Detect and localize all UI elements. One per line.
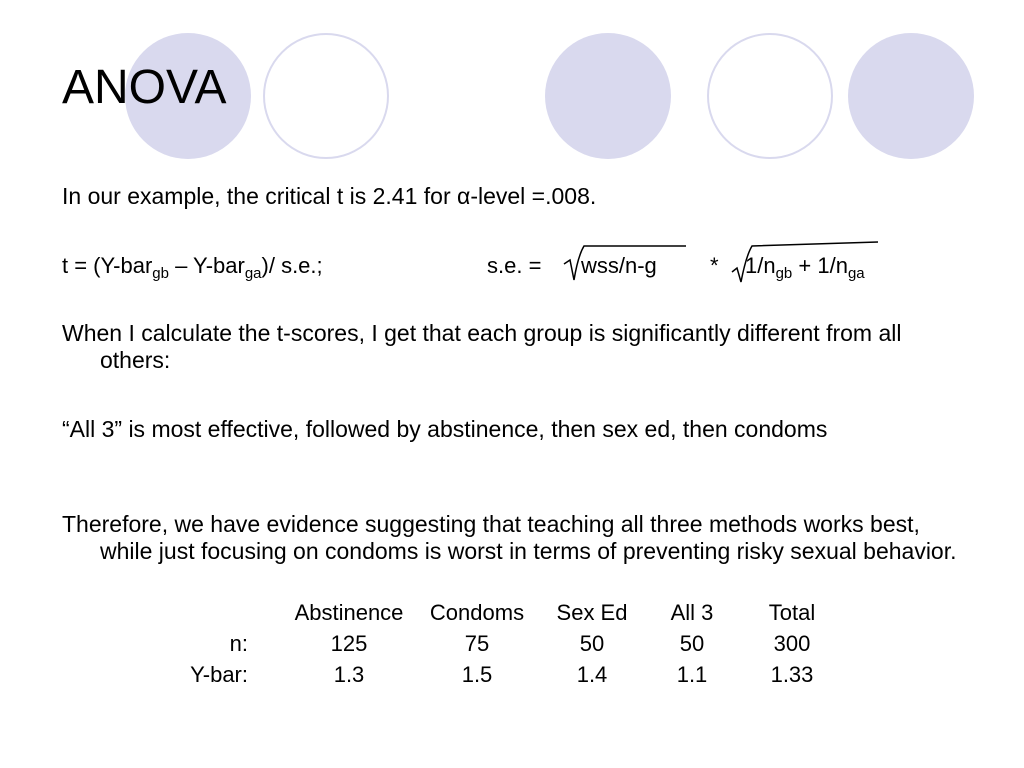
plus-inv-ga: + 1/n	[792, 253, 848, 278]
conclusion-paragraph: Therefore, we have evidence suggesting that teaching all three methods works best, while just focusing on condoms is worst in terms of preventing risky sexual behavior.	[62, 511, 957, 564]
table-cell: 75	[464, 630, 490, 656]
table-cell: 50	[579, 630, 605, 656]
critical-t-suffix: -level =.008.	[470, 183, 597, 209]
critical-t-text: In our example, the critical t is 2.41 for	[62, 183, 458, 209]
t-formula-tail: )/ s.e.;	[261, 253, 323, 278]
table-cell: 1.33	[770, 661, 814, 687]
table-corner	[160, 597, 286, 628]
table-cell: 1.3	[333, 661, 365, 687]
table-cell: 1.1	[676, 661, 708, 687]
t-formula-dash: – Y-bar	[168, 253, 245, 278]
sqrt-sign-1	[560, 238, 688, 286]
table-row	[160, 628, 842, 659]
se-formula-label	[487, 252, 541, 279]
subscript-inv-gb: gb	[775, 265, 793, 282]
group-stats-table	[160, 597, 842, 690]
ranking-paragraph: “All 3” is most effective, followed by abstinence, then sex ed, then condoms	[62, 416, 828, 442]
subscript-inv-ga: ga	[847, 265, 865, 282]
table-header-row	[160, 597, 842, 628]
alpha-symbol: α	[457, 183, 471, 209]
inv-gb-term: 1/n	[745, 253, 776, 278]
subscript-gb: gb	[152, 265, 169, 282]
table-cell: 1.5	[461, 661, 493, 687]
sqrt-sign-2	[728, 236, 880, 286]
col-header-sex-ed: Sex Ed	[556, 599, 628, 625]
table-cell: 125	[330, 630, 368, 656]
t-scores-paragraph: When I calculate the t-scores, I get that each group is significantly different from all others:	[62, 320, 902, 373]
se-formula-times	[710, 252, 719, 279]
decor-circle-4	[707, 33, 833, 159]
col-header-total: Total	[768, 599, 816, 625]
col-header-abstinence: Abstinence	[294, 599, 404, 625]
table-cell: 300	[773, 630, 811, 656]
decor-circle-3	[545, 33, 671, 159]
table-row	[160, 659, 842, 690]
t-formula-lhs: t = (Y-bar	[62, 253, 153, 278]
se-equals: s.e. =	[487, 253, 542, 278]
critical-t-paragraph	[62, 183, 962, 210]
col-header-all-3: All 3	[670, 599, 714, 625]
t-formula	[62, 252, 323, 282]
col-header-condoms: Condoms	[429, 599, 525, 625]
slide-title: ANOVA	[62, 61, 227, 114]
wss-term: wss/n-g	[581, 253, 657, 278]
decor-circle-2	[263, 33, 389, 159]
table-cell: 50	[679, 630, 705, 656]
decor-circle-5	[848, 33, 974, 159]
times-symbol: *	[710, 253, 719, 278]
table-cell: 1.4	[576, 661, 608, 687]
subscript-ga: ga	[244, 265, 262, 282]
row-label-n: n:	[229, 630, 248, 656]
row-label-ybar: Y-bar:	[190, 661, 248, 687]
